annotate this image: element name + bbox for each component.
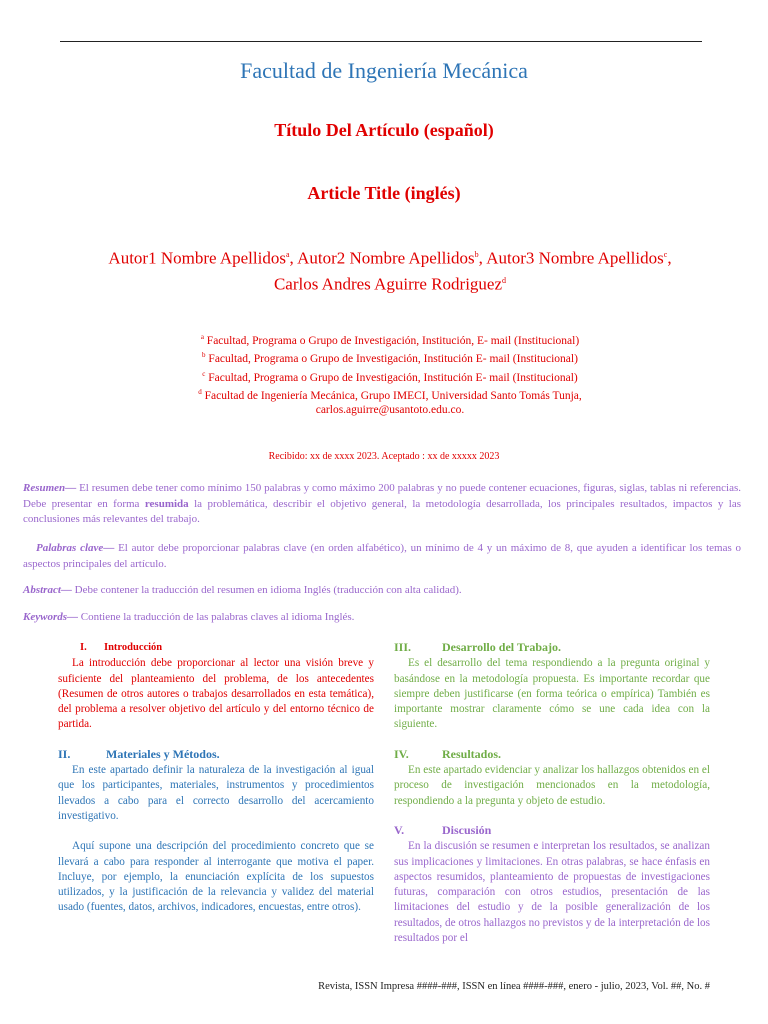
section-desarrollo-heading: [394, 640, 710, 655]
section-materiales-heading: [58, 747, 374, 762]
resumen-text-2: la problemática, describir el objetivo general, la metodología desarrollada, los principales resultados, impactos y las conclusiones más relevantes del trabajo.: [23, 497, 741, 525]
abstract-block: [23, 583, 741, 599]
keywords-label: Keywords: [23, 611, 67, 623]
section-intro-num: I.: [80, 642, 87, 653]
affiliation-b-sup: b: [202, 351, 206, 360]
keywords-block: [23, 610, 741, 626]
affiliation-d-text: Facultad de Ingeniería Mecánica, Grupo IMECI, Universidad Santo Tomás Tunja,: [201, 389, 582, 402]
top-rule: [60, 41, 702, 42]
left-column: [58, 640, 374, 916]
affiliation-a-sup: a: [200, 333, 204, 341]
affiliation-b-text: Facultad, Programa o Grupo de Investigación, Institución E- mail (Institucional): [205, 353, 578, 366]
affiliation-d-sup: d: [198, 387, 202, 396]
affiliation-c: [150, 367, 630, 385]
right-column: [394, 640, 710, 946]
section-desarrollo-num: III.: [394, 640, 412, 654]
abstract-sep: —: [60, 584, 75, 596]
affiliation-a-text: Facultad, Programa o Grupo de Investigación, Institución, E- mail (Institucional): [203, 334, 580, 347]
affiliation-c-sup: c: [202, 369, 206, 378]
affiliation-c-text: Facultad, Programa o Grupo de Investigación, Institución E- mail (Institucional): [205, 371, 578, 384]
author-3: , Autor3 Nombre Apellidos: [478, 248, 664, 268]
affiliation-email[interactable]: carlos.aguirre@usantoto.edu.co.: [315, 404, 465, 417]
affiliations: [150, 330, 630, 418]
author-2-sup: b: [474, 250, 479, 259]
abstract-text: Debe contener la traducción del resumen en idioma Inglés (traducción con alta calidad).: [74, 584, 462, 596]
author-4-sup: d: [502, 275, 507, 285]
affiliation-a: [150, 330, 630, 348]
resumen-block: [23, 481, 741, 528]
keywords-sep: —: [67, 611, 81, 623]
author-1-sup: a: [285, 250, 290, 259]
faculty-name: Facultad de Ingeniería Mecánica: [240, 58, 528, 83]
section-materiales-text-2: Aquí supone una descripción del procedimiento concreto que se llevará a cabo para responder al interrogante que motiva el paper. Incluye, por ejemplo, la enunciación explícita de los supuestos utilizados, y la justificación de la relevancia y validez del material usado (fuentes, datos, archivos, indicadores, encuestas, entre otros).: [58, 840, 374, 914]
title-english: Article Title (inglés): [307, 183, 461, 203]
keywords-text: Contiene la traducción de las palabras claves al idioma Inglés.: [80, 611, 355, 623]
palabras-sep: —: [103, 542, 119, 554]
section-discusion-text: En la discusión se resumen e interpretan los resultados, se analizan sus implicaciones y limitaciones. En otras palabras, se hace énfasis en aspectos resumidos, planteamiento de propuestas de investigaciones futuras, comparación con otros estudios, presentación de las limitaciones del estudio y de la posible generalización de los resultados, de otros hallazgos no previstos y de la interpretación de los resultados por el: [394, 840, 710, 945]
section-materiales-num: II.: [58, 746, 71, 761]
author-list: [100, 244, 680, 295]
resumen-label: Resumen: [23, 482, 66, 494]
section-resultados-title: Resultados.: [442, 746, 502, 761]
section-intro-text: La introducción debe proporcionar al lector una visión breve y suficiente del planteamiento del problema, de los antecedentes (Resumen de otros autores o trabajos desarrollados en esta temática), del problema a resolver objetivo del artículo y del entorno técnico de partida.: [58, 657, 374, 731]
author-1: Autor1 Nombre Apellidos: [108, 248, 286, 268]
section-materiales-text-1: En este apartado definir la naturaleza de la investigación al igual que los participantes, materiales, instrumentos y procedimientos llevados a cabo para el correcto desarrollo del acercamiento investigativo.: [58, 764, 374, 822]
section-desarrollo-text: Es el desarrollo del tema respondiendo a la pregunta original y basándose en la metodología propuesta. Es importante recordar que siempre deben justificarse (en forma teórica o empírica) También es importante mostrar claramente cómo se une cada idea con la siguiente.: [394, 657, 710, 731]
abstract-label: Abstract: [23, 584, 61, 596]
section-resultados-heading: [394, 747, 710, 762]
author-3-sup: c: [663, 250, 668, 259]
palabras-text: El autor debe proporcionar palabras clave (en orden alfabético), un mínimo de 4 y un máximo de 8, que ayuden a identificar los temas o aspectos principales del artículo.: [23, 542, 742, 570]
author-4: , Carlos Andres Aguirre Rodriguez: [273, 248, 672, 294]
page-footer: Revista, ISSN Impresa ####-###, ISSN en línea ####-###, enero - julio, 2023, Vol. ##, No. #: [318, 981, 710, 992]
received-accepted-dates: Recibido: xx de xxxx 2023. Aceptado : xx de xxxxx 2023: [268, 451, 500, 462]
palabras-label: Palabras clave: [36, 542, 104, 554]
section-discusion-num: V.: [394, 822, 405, 837]
section-resultados-num: IV.: [394, 746, 409, 761]
section-discusion-heading: [394, 823, 710, 838]
affiliation-b: [150, 348, 630, 366]
section-intro-title: Introducción: [104, 642, 163, 653]
section-discusion-title: Discusión: [442, 822, 492, 837]
resumen-sep: —: [65, 482, 80, 494]
author-2: , Autor2 Nombre Apellidos: [289, 248, 475, 268]
resumen-bold: resumida: [144, 497, 189, 510]
resumen-text-1: El resumen debe tener como mínimo 150 palabras y como máximo 200 palabras y no puede contener ecuaciones, figuras, siglas, tablas ni referencias. Debe presentar en forma: [23, 482, 742, 510]
palabras-clave-block: [23, 541, 741, 572]
section-intro-heading: [58, 640, 374, 655]
affiliation-d: [150, 385, 630, 403]
section-materiales-title: Materiales y Métodos.: [106, 746, 220, 761]
section-resultados-text: En este apartado evidenciar y analizar los hallazgos obtenidos en el proceso de investigación mencionados en la metodología, respondiendo a la pregunta y objeto de estudio.: [394, 764, 710, 807]
section-desarrollo-title: Desarrollo del Trabajo.: [442, 640, 561, 654]
title-spanish: Título Del Artículo (español): [274, 120, 494, 140]
